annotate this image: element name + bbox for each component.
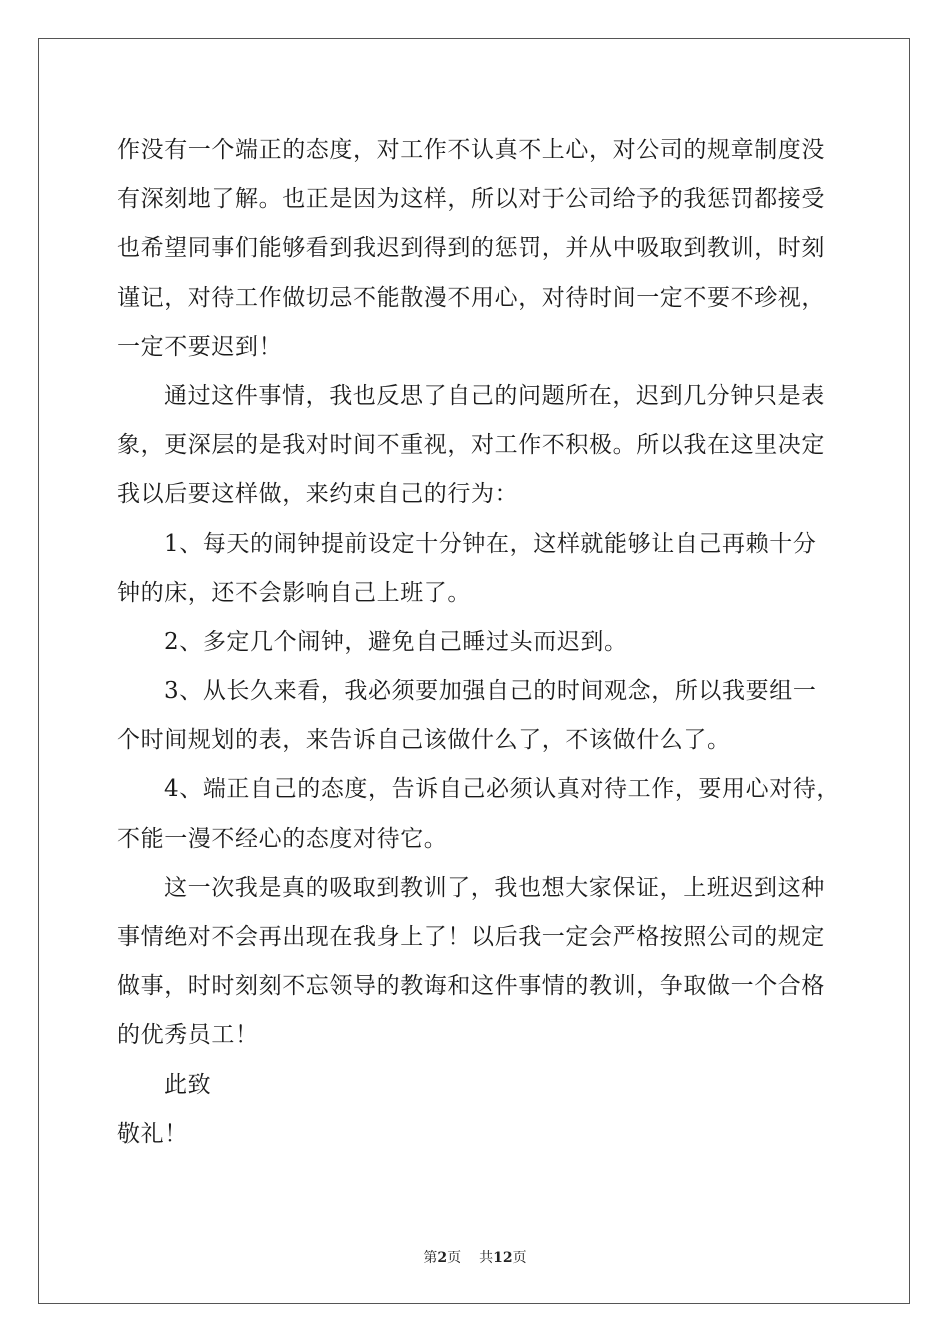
body-line: 作没有一个端正的态度，对工作不认真不上心，对公司的规章制度没 — [117, 137, 825, 163]
body-line: 象，更深层的是我对时间不重视，对工作不积极。所以我在这里决定 — [117, 432, 825, 459]
page-total: 12 — [493, 1250, 513, 1266]
list-item-1: 1、每天的闹钟提前设定十分钟在，这样就能够让自己再赖十分 — [164, 530, 817, 557]
body-line: 不能一漫不经心的态度对待它。 — [117, 825, 448, 852]
total-suffix: 页 — [512, 1250, 527, 1266]
body-line: 我以后要这样做，来约束自己的行为： — [117, 481, 519, 508]
body-line: 事情绝对不会再出现在我身上了！以后我一定会严格按照公司的规定 — [117, 924, 825, 950]
body-line: 有深刻地了解。也正是因为这样，所以对于公司给予的我惩罚都接受 — [117, 186, 825, 213]
body-line: 钟的床，还不会影响自己上班了。 — [117, 579, 471, 606]
closing-regards: 敬礼！ — [117, 1120, 188, 1147]
body-line: 也希望同事们能够看到我迟到得到的惩罚，并从中吸取到教训，时刻 — [117, 235, 825, 262]
list-item-3: 3、从长久来看，我必须要加强自己的时间观念，所以我要组一 — [164, 678, 817, 705]
page-prefix: 第 — [423, 1250, 438, 1266]
paragraph-start-line: 通过这件事情，我也反思了自己的问题所在，迟到几分钟只是表 — [164, 382, 825, 409]
list-item-4: 4、端正自己的态度，告诉自己必须认真对待工作，要用心对待， — [164, 776, 841, 803]
closing-salutation: 此致 — [164, 1071, 212, 1098]
body-line: 个时间规划的表，来告诉自己该做什么了，不该做什么了。 — [117, 727, 731, 754]
page-suffix: 页 — [447, 1250, 462, 1266]
paragraph-start-line: 这一次我是真的吸取到教训了，我也想大家保证，上班迟到这种 — [164, 874, 825, 901]
list-item-2: 2、多定几个闹钟，避免自己睡过头而迟到。 — [164, 628, 628, 655]
body-line: 一定不要迟到！ — [117, 333, 283, 360]
body-line: 做事，时时刻刻不忘领导的教诲和这件事情的教训，争取做一个合格 — [117, 973, 825, 1000]
body-line: 的优秀员工！ — [117, 1022, 259, 1049]
page-current: 2 — [437, 1250, 448, 1266]
total-prefix: 共 — [479, 1250, 494, 1266]
body-line: 谨记，对待工作做切忌不能散漫不用心，对待时间一定不要不珍视， — [117, 284, 825, 311]
letter-body — [117, 126, 841, 1159]
page-number-footer — [0, 1247, 950, 1267]
